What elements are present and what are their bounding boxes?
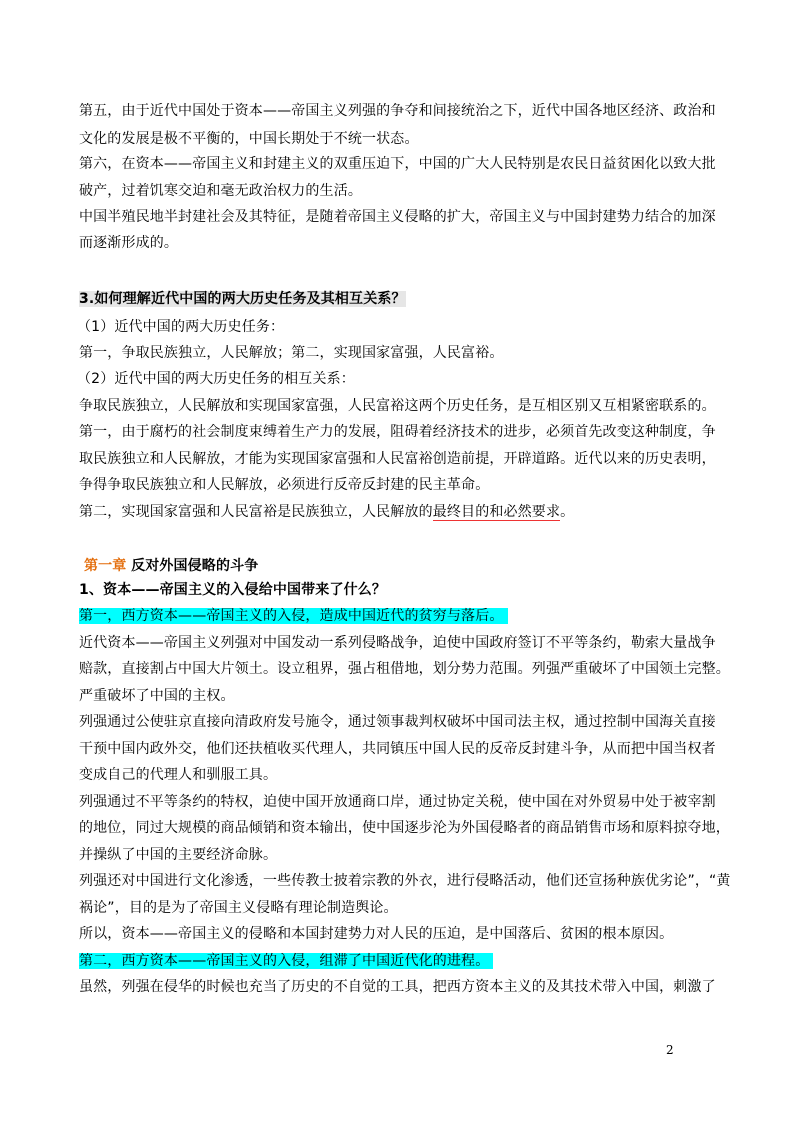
section-heading-text: 3.如何理解近代中国的两大历史任务及其相互关系？ — [79, 291, 406, 307]
paragraph-line: 取民族独立和人民解放，才能为实现国家富强和人民富裕创造前提，开辟道路。近代以来的历史表明， — [79, 451, 716, 467]
paragraph-line: 所以，资本——帝国主义的侵略和本国封建势力对人民的压迫，是中国落后、贫困的根本原因。 — [79, 926, 674, 942]
highlight-text: 第二，西方资本——帝国主义的入侵，组滞了中国近代化的进程。 — [79, 953, 493, 969]
paragraph-line: 第一，由于腐朽的社会制度束缚着生产力的发展，阻碍着经济技术的进步，必须首先改变这种制度，争 — [79, 424, 716, 440]
paragraph-line: 变成自己的代理人和驯服工具。 — [79, 767, 278, 783]
paragraph-line: 列强通过不平等条约的特权，迫使中国开放通商口岸，通过协定关税，使中国在对外贸易中处于被宰割 — [79, 794, 716, 810]
paragraph-line: 列强还对中国进行文化渗透，一些传教士披着宗教的外衣，进行侵略活动，他们还宣扬种族优劣论”，“黄 — [79, 873, 731, 889]
highlight-text: 第一，西方资本——帝国主义的入侵，造成中国近代的贫穷与落后。 — [79, 608, 508, 624]
subheading: （2）近代中国的两大历史任务的相互关系： — [77, 371, 355, 387]
paragraph-line: 虽然，列强在侵华的时候也充当了历史的不自觉的工具，把西方资本主义的及其技术带入中国，刺激了 — [79, 979, 716, 995]
subheading: （1）近代中国的两大历史任务： — [77, 319, 285, 335]
paragraph-line: 并操纵了中国的主要经济命脉。 — [79, 847, 278, 863]
paragraph-line: 破产，过着饥寒交迫和毫无政治权力的生活。 — [79, 183, 362, 199]
paragraph-line: 干预中国内政外交，他们还扶植收买代理人，共同镇压中国人民的反帝反封建斗争，从而把中国当权者 — [79, 741, 716, 757]
text-run: 第二，实现国家富强和人民富裕是民族独立，人民解放的 — [79, 504, 433, 520]
paragraph-line: 近代资本——帝国主义列强对中国发动一系列侵略战争，迫使中国政府签订不平等条约，勒索大量战争 — [79, 635, 716, 651]
page-number: 2 — [666, 1043, 674, 1057]
paragraph-line: 列强通过公使驻京直接向清政府发号施令，通过领事裁判权破坏中国司法主权，通过控制中国海关直接 — [79, 714, 716, 730]
section-heading — [79, 289, 406, 309]
paragraph-line: 第五，由于近代中国处于资本——帝国主义列强的争夺和间接统治之下，近代中国各地区经济、政治和 — [79, 103, 716, 119]
highlighted-line — [79, 606, 508, 626]
paragraph-line: 第六，在资本——帝国主义和封建主义的双重压迫下，中国的广大人民特别是农民日益贫困化以致大批 — [79, 156, 716, 172]
paragraph-line: 争得争取民族独立和人民解放，必须进行反帝反封建的民主革命。 — [79, 477, 490, 493]
chapter-title: 反对外国侵略的斗争 — [131, 558, 259, 574]
highlighted-line — [79, 951, 493, 971]
paragraph-line: 争取民族独立，人民解放和实现国家富强，人民富裕这两个历史任务，是互相区别又互相紧密联系的。 — [79, 398, 716, 414]
paragraph-line — [79, 502, 574, 522]
paragraph-line: 文化的发展是极不平衡的，中国长期处于不统一状态。 — [79, 131, 419, 147]
text-run: 。 — [560, 504, 575, 520]
paragraph-line: 严重破坏了中国的主权。 — [79, 688, 235, 704]
paragraph-line: 而逐渐形成的。 — [79, 235, 179, 251]
paragraph-line: 第一，争取民族独立，人民解放；第二，实现国家富强，人民富裕。 — [79, 345, 504, 361]
chapter-number: 第一章 — [84, 558, 127, 574]
paragraph-line: 的地位，同过大规模的商品倾销和资本输出，使中国逐步沦为外国侵略者的商品销售市场和原料掠夺地， — [79, 820, 730, 836]
chapter-heading — [84, 556, 258, 576]
question-heading: 1、资本——帝国主义的入侵给中国带来了什么？ — [79, 582, 387, 598]
paragraph-line: 赔款，直接割占中国大片领土。设立租界，强占租借地，划分势力范围。列强严重破坏了中国领土完整。 — [79, 661, 730, 677]
paragraph-line: 祸论”，目的是为了帝国主义侵略有理论制造舆论。 — [79, 900, 398, 916]
underlined-text: 最终目的和必然要求 — [432, 504, 561, 520]
paragraph-line: 中国半殖民地半封建社会及其特征，是随着帝国主义侵略的扩大，帝国主义与中国封建势力结合的加深 — [79, 209, 716, 225]
